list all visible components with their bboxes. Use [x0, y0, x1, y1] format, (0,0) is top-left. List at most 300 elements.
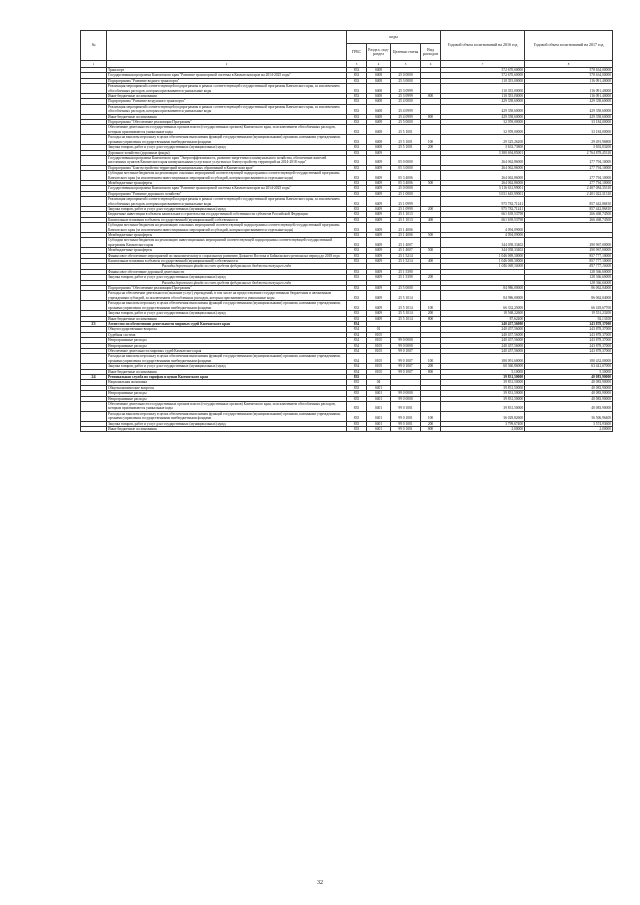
- row-index: [81, 411, 107, 421]
- row-name: Бюджетные инвестиции в объекты капитального строительства государственной собственности субъектов Российской Федерации: [107, 212, 347, 217]
- row-razdel: 0408: [367, 114, 391, 119]
- row-name: Капитальные вложения в объекты государственной (муниципальной) собственности: [107, 259, 347, 264]
- row-target-article: 25 1 0999: [391, 206, 421, 211]
- row-expense-type: 200: [421, 275, 441, 280]
- row-razdel: 0401: [367, 421, 391, 426]
- row-amount-2017: 128 366,60000: [525, 269, 613, 274]
- row-amount-2017: 116 091,40000: [525, 78, 613, 83]
- row-name: Подпрограмма "Развитие воздушного транспорта": [107, 99, 347, 104]
- row-amount-2017: 243 878,37000: [525, 338, 613, 343]
- row-grbs: 833: [347, 238, 367, 248]
- row-amount-2016: 429 358,60000: [441, 104, 525, 114]
- row-name: Иные бюджетные ассигнования: [107, 427, 347, 432]
- row-grbs: 833: [347, 301, 367, 311]
- row-amount-2016: 264 062,86000: [441, 155, 525, 165]
- header-grbs: ГРБС: [347, 44, 367, 61]
- row-grbs: 833: [347, 275, 367, 280]
- table-row: [81, 197, 613, 207]
- row-grbs: 833: [347, 104, 367, 114]
- row-razdel: 0408: [367, 84, 391, 94]
- row-name: Расходы дорожного фонда за счет средств федерального бюджета текущего года: [107, 264, 347, 269]
- row-grbs: 835: [347, 427, 367, 432]
- row-grbs: 833: [347, 291, 367, 301]
- row-amount-2017: 857 442,86810: [525, 206, 613, 211]
- row-index: [81, 427, 107, 432]
- table-row: [81, 291, 613, 301]
- row-name: Государственная программа Камчатского края "Развитие транспортной системы в Камчатском крае на 2014-2025 годы": [107, 73, 347, 78]
- row-expense-type: 500: [421, 233, 441, 238]
- row-target-article: 99 0 0000: [391, 338, 421, 343]
- row-amount-2017: 40 083,90000: [525, 385, 613, 390]
- row-target-article: 25 1 4006: [391, 233, 421, 238]
- row-name: Расходы дорожного фонда за счет средств федерального бюджета текущего года: [107, 280, 347, 285]
- row-amount-2017: 2 764 878,45310: [525, 150, 613, 155]
- row-grbs: 833: [347, 223, 367, 233]
- row-grbs: 833: [347, 186, 367, 191]
- row-name: Судебная система: [107, 332, 347, 337]
- header-codes: коды: [347, 31, 441, 44]
- table-row: [81, 301, 613, 311]
- row-grbs: 833: [347, 233, 367, 238]
- row-amount-2016: 661 639,53798: [441, 212, 525, 217]
- row-name: Подпрограмма "Обеспечение реализации Программы": [107, 120, 347, 125]
- row-grbs: 833: [347, 180, 367, 185]
- row-amount-2016: 5,10000: [441, 369, 525, 374]
- row-index: [81, 104, 107, 114]
- row-amount-2017: 578 634,00000: [525, 73, 613, 78]
- budget-table-page: [80, 30, 612, 432]
- colnum: 7: [441, 61, 525, 68]
- row-name: Финансовое обеспечение мероприятий по экономическому и социальному развитию Дальнего Востока и Байкальского региона на период до 2018 года: [107, 253, 347, 258]
- row-grbs: 833: [347, 94, 367, 99]
- row-name: Капитальные вложения в объекты государственной (муниципальной) собственности: [107, 217, 347, 222]
- row-target-article: 25 4 0999: [391, 114, 421, 119]
- table-row: [81, 223, 613, 233]
- row-expense-type: [421, 223, 441, 233]
- table-row: [81, 84, 613, 94]
- row-amount-2017: 266 468,74500: [525, 217, 613, 222]
- row-razdel: 0409: [367, 291, 391, 301]
- row-name: Обеспечение деятельности государственных органов власти (государственных органов) Камчатского края, за исключением обособленных расходов, которым присваиваются уникальные коды: [107, 402, 347, 412]
- row-amount-2016: 240 457,56000: [441, 332, 525, 337]
- row-target-article: 25 0 0000: [391, 73, 421, 78]
- table-row: [81, 155, 613, 165]
- row-amount-2017: 266 468,74500: [525, 212, 613, 217]
- row-amount-2016: 39 831,50000: [441, 391, 525, 396]
- row-name: Субсидии местным бюджетам на реализацию основных мероприятий соответствующей подпрограммы соответствующей государственной программы Камчатского края (за исключением инвестиционных мероприятий и субсидий, которым присваиваются отдельные коды): [107, 223, 347, 233]
- colnum: 1: [81, 61, 107, 68]
- row-name: Непрограммные расходы: [107, 391, 347, 396]
- row-razdel: 0408: [367, 125, 391, 135]
- row-name: Государственная программа Камчатского края "Развитие транспортной системы в Камчатском крае на 2014-2025 годы": [107, 186, 347, 191]
- row-razdel: 0105: [367, 343, 391, 348]
- row-target-article: 25 1 1013: [391, 212, 421, 217]
- row-amount-2017: 857 777,10000: [525, 264, 613, 269]
- colnum: 5: [391, 61, 421, 68]
- row-grbs: 833: [347, 99, 367, 104]
- row-razdel: 0105: [367, 348, 391, 353]
- row-amount-2017: 40 083,90000: [525, 402, 613, 412]
- row-grbs: 835: [347, 374, 367, 379]
- row-amount-2016: 39 831,50000: [441, 385, 525, 390]
- row-amount-2017: 243 878,37000: [525, 343, 613, 348]
- row-amount-2016: 240 457,56000: [441, 348, 525, 353]
- row-grbs: 835: [347, 391, 367, 396]
- row-amount-2017: 3 574,93600: [525, 421, 613, 426]
- row-razdel: 0409: [367, 197, 391, 207]
- row-razdel: 0408: [367, 94, 391, 99]
- row-target-article: 99 0 1007: [391, 348, 421, 353]
- row-amount-2016: 1 046 069,30000: [441, 253, 525, 258]
- row-expense-type: 200: [421, 311, 441, 316]
- row-name: Финансовое обеспечение дорожной деятельности: [107, 269, 347, 274]
- row-index: [81, 354, 107, 364]
- colnum: 4: [367, 61, 391, 68]
- row-grbs: 835: [347, 421, 367, 426]
- row-grbs: 833: [347, 135, 367, 145]
- row-index: 24: [81, 374, 107, 379]
- row-amount-2017: 116 091,40000: [525, 84, 613, 94]
- row-amount-2016: 240 457,56000: [441, 338, 525, 343]
- row-razdel: 0401: [367, 396, 391, 401]
- row-razdel: 0409: [367, 186, 391, 191]
- row-grbs: 833: [347, 311, 367, 316]
- row-amount-2017: 29 491,96800: [525, 135, 613, 145]
- table-row: [81, 354, 613, 364]
- row-grbs: 835: [347, 411, 367, 421]
- row-amount-2016: 240 457,56000: [441, 343, 525, 348]
- row-target-article: 25 0 0000: [391, 186, 421, 191]
- row-grbs: 833: [347, 269, 367, 274]
- row-expense-type: 100: [421, 135, 441, 145]
- row-amount-2016: 344 058,33402: [441, 238, 525, 248]
- row-name: Непрограммные расходы: [107, 343, 347, 348]
- row-amount-2016: 66 332,25000: [441, 301, 525, 311]
- row-target-article: 25 1 5214: [391, 259, 421, 264]
- row-grbs: 834: [347, 343, 367, 348]
- row-razdel: 0409: [367, 238, 391, 248]
- row-expense-type: [421, 291, 441, 301]
- row-name: Региональная служба по тарифам и ценам Камчатского края: [107, 374, 347, 379]
- row-name: Межбюджетные трансферты: [107, 233, 347, 238]
- row-razdel: 0409: [367, 191, 391, 196]
- row-amount-2016: 39 831,50000: [441, 380, 525, 385]
- row-target-article: 25 5 1014: [391, 301, 421, 311]
- row-target-article: 05 0 0000: [391, 155, 421, 165]
- row-name: Иные бюджетные ассигнования: [107, 316, 347, 321]
- row-amount-2017: 40 083,90000: [525, 380, 613, 385]
- row-amount-2016: 39 831,50000: [441, 402, 525, 412]
- row-grbs: 833: [347, 68, 367, 73]
- row-grbs: 833: [347, 197, 367, 207]
- row-amount-2016: 84 986,00000: [441, 286, 525, 291]
- row-amount-2017: 2 487 084,35310: [525, 186, 613, 191]
- row-target-article: 25 4 0000: [391, 99, 421, 104]
- row-razdel: 0409: [367, 311, 391, 316]
- row-grbs: 835: [347, 385, 367, 390]
- row-amount-2016: 180 091,60000: [441, 354, 525, 364]
- row-razdel: 0401: [367, 385, 391, 390]
- table-row: [81, 411, 613, 421]
- row-target-article: 25 1 5214: [391, 253, 421, 258]
- row-name: Обеспечение деятельности мировых судей Камчатского края: [107, 348, 347, 353]
- row-amount-2016: 3 031 645,99001: [441, 191, 525, 196]
- row-amount-2017: 40 083,90000: [525, 374, 613, 379]
- row-name: Подпрограмма "Благоустройство территорий муниципальных образований в Камчатском крае": [107, 165, 347, 170]
- row-target-article: 25 5 1014: [391, 291, 421, 301]
- row-amount-2017: 3 692,03200: [525, 145, 613, 150]
- row-target-article: 99 0 1001: [391, 411, 421, 421]
- row-target-article: 25 1 4007: [391, 248, 421, 253]
- row-grbs: 833: [347, 125, 367, 135]
- row-grbs: 833: [347, 259, 367, 264]
- row-name: Закупка товаров, работ и услуг для государственных (муниципальных) нужд: [107, 275, 347, 280]
- row-name: Общеэкономические вопросы: [107, 385, 347, 390]
- row-target-article: 25 5 1014: [391, 311, 421, 316]
- row-name: Иные бюджетные ассигнования: [107, 369, 347, 374]
- row-name: Расходы на выплаты персоналу в целях обеспечения выполнения функций государственными (муниципальными) органами, казенными учреждениями, органами управления государственными внебюджетными фондами: [107, 411, 347, 421]
- row-razdel: 01: [367, 327, 391, 332]
- row-expense-type: 200: [421, 421, 441, 426]
- row-name: Межбюджетные трансферты: [107, 180, 347, 185]
- page-number: 32: [317, 880, 323, 886]
- row-grbs: 833: [347, 253, 367, 258]
- table-row: [81, 427, 613, 432]
- row-target-article: 25 1 4006: [391, 223, 421, 233]
- row-name: Подпрограмма "Обеспечение реализации Программы": [107, 286, 347, 291]
- row-amount-2016: 39 831,50000: [441, 374, 525, 379]
- row-amount-2017: [525, 223, 613, 233]
- row-name: Расходы на выплаты персоналу в целях обеспечения выполнения функций государственными (муниципальными) органами, казенными учреждениями, органами управления государственными внебюджетными фондами: [107, 301, 347, 311]
- row-name: Межбюджетные трансферты: [107, 248, 347, 253]
- row-name: Общегосударственные вопросы: [107, 327, 347, 332]
- row-amount-2016: 110 355,00000: [441, 78, 525, 83]
- row-target-article: 99 0 1001: [391, 427, 421, 432]
- row-razdel: 0409: [367, 150, 391, 155]
- row-expense-type: 200: [421, 206, 441, 211]
- row-index: [81, 155, 107, 165]
- row-target-article: 25 4 0999: [391, 104, 421, 114]
- header-name: [107, 31, 347, 61]
- row-grbs: 834: [347, 348, 367, 353]
- row-amount-2017: 429 358,60000: [525, 104, 613, 114]
- row-expense-type: 400: [421, 259, 441, 264]
- row-amount-2016: 87,62400: [441, 316, 525, 321]
- row-target-article: 99 0 1001: [391, 402, 421, 412]
- row-expense-type: 800: [421, 316, 441, 321]
- row-razdel: 0409: [367, 248, 391, 253]
- row-target-article: 99 0 1007: [391, 364, 421, 369]
- row-amount-2016: 429 358,60000: [441, 99, 525, 104]
- row-razdel: 0408: [367, 78, 391, 83]
- colnum: 6: [421, 61, 441, 68]
- row-grbs: 833: [347, 212, 367, 217]
- row-amount-2017: 2 401 022,31310: [525, 191, 613, 196]
- row-amount-2016: 1 046 069,30000: [441, 264, 525, 269]
- header-vr: Вид расходов: [421, 44, 441, 61]
- row-amount-2016: 3 380 694,85001: [441, 150, 525, 155]
- row-expense-type: 100: [421, 411, 441, 421]
- row-razdel: 0409: [367, 217, 391, 222]
- row-amount-2017: 429 358,60000: [525, 114, 613, 119]
- row-index: [81, 197, 107, 207]
- row-grbs: 833: [347, 155, 367, 165]
- row-razdel: 0409: [367, 180, 391, 185]
- row-expense-type: 500: [421, 180, 441, 185]
- row-razdel: 0409: [367, 223, 391, 233]
- row-amount-2016: 3 116 631,99001: [441, 186, 525, 191]
- row-name: Закупка товаров, работ и услуг для государственных (муниципальных) нужд: [107, 145, 347, 150]
- row-amount-2017: 40 083,90000: [525, 391, 613, 396]
- row-amount-2017: 429 358,60000: [525, 99, 613, 104]
- row-grbs: 833: [347, 248, 367, 253]
- row-razdel: 0409: [367, 316, 391, 321]
- row-expense-type: 200: [421, 145, 441, 150]
- row-razdel: 0408: [367, 104, 391, 114]
- row-razdel: 0105: [367, 338, 391, 343]
- colnum: 8: [525, 61, 613, 68]
- row-grbs: 835: [347, 396, 367, 401]
- row-name: Реализация мероприятий соответствующей подпрограммы в рамках соответствующей государственной программы Камчатского края, за исключением обособленных расходов, которым присваиваются уникальные коды: [107, 84, 347, 94]
- row-expense-type: 400: [421, 217, 441, 222]
- row-grbs: 834: [347, 369, 367, 374]
- row-grbs: 833: [347, 84, 367, 94]
- row-grbs: 834: [347, 364, 367, 369]
- row-amount-2016: 110 355,00000: [441, 94, 525, 99]
- row-amount-2016: 264 062,86000: [441, 165, 525, 170]
- row-amount-2016: 3 633,73800: [441, 145, 525, 150]
- row-index: [81, 125, 107, 135]
- header-num: №: [81, 31, 107, 61]
- row-amount-2016: 429 358,60000: [441, 114, 525, 119]
- row-razdel: 0408: [367, 135, 391, 145]
- row-target-article: 05 3 4006: [391, 180, 421, 185]
- row-amount-2017: 277 794,10000: [525, 155, 613, 165]
- row-amount-2016: 240 457,56000: [441, 321, 525, 326]
- row-expense-type: [421, 197, 441, 207]
- row-razdel: 0408: [367, 68, 391, 73]
- row-amount-2017: 36 506,96400: [525, 411, 613, 421]
- row-amount-2017: 63 441,07000: [525, 364, 613, 369]
- row-grbs: 833: [347, 191, 367, 196]
- row-amount-2016: 32 959,00000: [441, 125, 525, 135]
- row-razdel: 0409: [367, 155, 391, 165]
- row-name: Закупка товаров, работ и услуг для государственных (муниципальных) нужд: [107, 311, 347, 316]
- row-razdel: 0409: [367, 286, 391, 291]
- row-name: Подпрограмма "Развитие водного транспорта": [107, 78, 347, 83]
- row-grbs: 835: [347, 402, 367, 412]
- row-razdel: 0409: [367, 206, 391, 211]
- row-amount-2017: 33 184,00000: [525, 120, 613, 125]
- row-amount-2017: 277 794,10000: [525, 180, 613, 185]
- row-name: Непрограммные расходы: [107, 338, 347, 343]
- row-target-article: 25 1 4007: [391, 238, 421, 248]
- row-amount-2017: 66 418,67700: [525, 301, 613, 311]
- table-row: [81, 171, 613, 181]
- header-cs: Целевая статья: [391, 44, 421, 61]
- row-amount-2017: 2,00000: [525, 427, 613, 432]
- table-row: [81, 104, 613, 114]
- row-name: Расходы на выплаты персоналу в целях обеспечения выполнения функций государственными (муниципальными) органами, казенными учреждениями, органами управления государственными внебюджетными фондами: [107, 354, 347, 364]
- row-amount-2017: 243 878,37000: [525, 321, 613, 326]
- row-expense-type: [421, 155, 441, 165]
- row-expense-type: 800: [421, 369, 441, 374]
- row-name: Иные бюджетные ассигнования: [107, 94, 347, 99]
- row-index: [81, 402, 107, 412]
- row-expense-type: 800: [421, 427, 441, 432]
- row-grbs: 833: [347, 171, 367, 181]
- row-index: [81, 238, 107, 248]
- row-razdel: 0408: [367, 145, 391, 150]
- row-amount-2017: 5,30000: [525, 369, 613, 374]
- row-name: Субсидии местным бюджетам на реализацию основных мероприятий соответствующей подпрограммы соответствующей государственной программы Камчатского края (за исключением инвестиционных мероприятий и субсидий, которым присваиваются отдельные коды): [107, 171, 347, 181]
- row-amount-2016: 2,00000: [441, 427, 525, 432]
- table-row: [81, 238, 613, 248]
- row-target-article: 99 0 0000: [391, 343, 421, 348]
- row-name: Реализация мероприятий соответствующей подпрограммы в рамках соответствующей государственной программы Камчатского края, за исключением обособленных расходов, которым присваиваются уникальные коды: [107, 197, 347, 207]
- row-razdel: 04: [367, 380, 391, 385]
- row-name: Реализация мероприятий соответствующей подпрограммы в рамках соответствующей государственной программы Камчатского края, за исключением обособленных расходов, которым присваиваются уникальные коды: [107, 104, 347, 114]
- row-amount-2016: 18 568,22600: [441, 311, 525, 316]
- header-2016: Годовой объем ассигнований на 2016 год: [441, 31, 525, 61]
- row-amount-2017: 19 551,23200: [525, 311, 613, 316]
- row-name: Национальная экономика: [107, 380, 347, 385]
- row-name: Агентство по обеспечению деятельности мировых судей Камчатского края: [107, 321, 347, 326]
- row-amount-2017: 243 878,37000: [525, 348, 613, 353]
- row-expense-type: [421, 104, 441, 114]
- row-amount-2016: 36 029,82600: [441, 411, 525, 421]
- row-razdel: 0401: [367, 402, 391, 412]
- row-amount-2017: 243 878,37000: [525, 327, 613, 332]
- colnum: 3: [347, 61, 367, 68]
- row-razdel: 0105: [367, 369, 391, 374]
- row-razdel: 0409: [367, 212, 391, 217]
- row-expense-type: [421, 402, 441, 412]
- row-razdel: 0401: [367, 427, 391, 432]
- row-expense-type: [421, 171, 441, 181]
- row-amount-2017: 116 091,40000: [525, 94, 613, 99]
- row-expense-type: 100: [421, 301, 441, 311]
- row-amount-2017: 128 366,60000: [525, 280, 613, 285]
- row-name: Обеспечение деятельности государственных органов власти (государственных органов) Камчатского края, за исключением обособленных расходов, которым присваиваются уникальные коды: [107, 125, 347, 135]
- row-index: [81, 84, 107, 94]
- budget-table: [80, 30, 613, 432]
- table-row: [81, 135, 613, 145]
- row-target-article: 25 3 0999: [391, 94, 421, 99]
- row-grbs: 833: [347, 145, 367, 150]
- row-razdel: 0409: [367, 165, 391, 170]
- row-grbs: 833: [347, 217, 367, 222]
- header-2017: Годовой объем ассигнований на 2017 год: [525, 31, 613, 61]
- row-amount-2016: 29 325,26200: [441, 135, 525, 145]
- row-target-article: 05 3 4006: [391, 171, 421, 181]
- row-target-article: 25 3 0000: [391, 78, 421, 83]
- row-target-article: 99 0 1001: [391, 421, 421, 426]
- row-razdel: 0409: [367, 171, 391, 181]
- row-grbs: 833: [347, 78, 367, 83]
- row-razdel: 0409: [367, 233, 391, 238]
- row-expense-type: 500: [421, 248, 441, 253]
- row-target-article: 99 0 1007: [391, 354, 421, 364]
- row-amount-2017: 290 967,00000: [525, 238, 613, 248]
- row-grbs: 835: [347, 380, 367, 385]
- row-amount-2016: 39 831,50000: [441, 396, 525, 401]
- row-amount-2016: 572 670,60000: [441, 73, 525, 78]
- row-razdel: 0105: [367, 354, 391, 364]
- row-target-article: 25 5 1001: [391, 135, 421, 145]
- row-grbs: 833: [347, 120, 367, 125]
- row-razdel: 0105: [367, 332, 391, 337]
